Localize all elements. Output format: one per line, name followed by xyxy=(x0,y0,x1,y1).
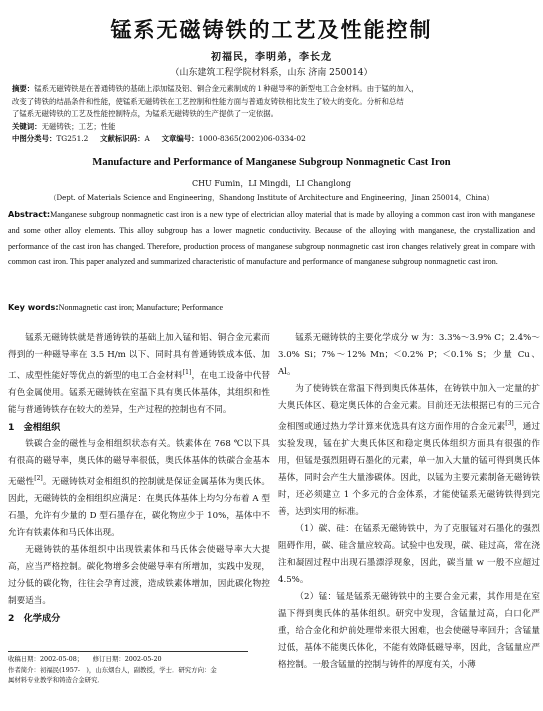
title-chinese: 锰系无磁铸铁的工艺及性能控制 xyxy=(110,18,433,42)
abstract-cn-line-3: 了锰系无磁铸铁的工艺及性能控制特点，为锰系无磁铸铁的生产提供了一定依据。 xyxy=(12,109,279,118)
section-heading-1: 1 金相组织 xyxy=(8,421,61,433)
keywords-english xyxy=(8,302,535,312)
classification-row xyxy=(12,133,532,146)
abstract-cn-line-2: 改变了铸铁的结晶条件和性能，使锰系无磁铸铁在工艺控制和性能方面与普通友铸铁相比发生了较大的变化。分析和总结 xyxy=(12,96,404,106)
text-run: ，在电工设备中代替有色金属使用。锰系无磁铸铁在室温下具有奥氏体基体，其组织和性能与普通铸铁存在较大的差异，生产过程的控制也有不同。 xyxy=(8,370,270,415)
affiliation-chinese: （山东建筑工程学院材料系，山东 济南 250014） xyxy=(170,68,373,78)
citation-ref: [1] xyxy=(182,369,192,376)
paragraph: （2）锰：锰是锰系无磁铸铁中的主要合金元素，其作用是在室温下得到奥氏体的基体组织。研究中发现，含锰量过高，白口化严重，给合金化和炉前处理带来很大困难，也会使磁导率回升；含锰量过低，基体不能奥氏体化，不能有效降低磁导率，因此，含锰量应严格控制。一般含锰量的控制与铸件的厚度有关，小薄 xyxy=(278,591,540,670)
footnote-dates: 收稿日期：2002-05-08； 修订日期：2002-05-20 xyxy=(8,655,162,663)
body-column-right xyxy=(278,330,540,674)
body-column-left xyxy=(8,330,270,627)
footnote xyxy=(8,654,270,686)
affiliation-english: （Dept. of Materials Science and Engineering，Shandong Institute of Architecture and Engineering，Jinan 250014，China） xyxy=(49,194,494,202)
doc-code-label: 文献标识码： xyxy=(100,134,145,143)
doc-code-value: A xyxy=(144,134,150,143)
paragraph xyxy=(8,330,270,419)
text-run: 铁碳合金的磁性与金相组织状态有关。铁素体在 768 ℃以下具有很高的磁导率，奥氏体的磁导率很低，奥氏体基体的铁碳合金基本无磁性 xyxy=(8,438,270,487)
keywords-cn-value: 无磁铸铁；工艺；性能 xyxy=(41,121,116,131)
keywords-en-label: Key words: xyxy=(8,302,59,312)
article-number-label: 文章编号： xyxy=(161,134,199,143)
abstract-cn-line-1 xyxy=(12,83,532,96)
paragraph xyxy=(278,381,540,521)
title-english: Manufacture and Performance of Manganese Subgroup Nonmagnetic Cast Iron xyxy=(92,157,451,168)
abstract-english xyxy=(8,207,535,270)
class-label: 中图分类号： xyxy=(12,134,57,143)
article-number-value: 1000-8365(2002)06-0334-02 xyxy=(198,134,306,143)
section-heading-2: 2 化学成分 xyxy=(8,612,61,624)
text-run: 。无磁铸铁对金相组织的控制就是保证金属基体为奥氏体。因此，无磁铸铁的金相组织应满足：在奥氏体基体上均匀分布着 A 型石墨，允许有少量的 D 型石墨存在，碳化物应少于 10%，基体中不允许有铁素体和马氏体出现。 xyxy=(8,476,270,538)
footnote-author: 作者简介：初福民(1957- )，山东烟台人，副教授，学士．研究方向：金 xyxy=(8,665,217,674)
paragraph: 无磁铸铁的基体组织中出现铁素体和马氏体会使磁导率大大提高，应当严格控制。碳化物增多会使磁导率有所增加，实践中发现，过分低的碳化物，往往会孕育过渡，造成铁素体增加，因此碳化物控制要适当。 xyxy=(8,544,270,606)
abstract-en-label: Abstract: xyxy=(8,209,51,219)
paragraph: 锰系无磁铸铁的主要化学成分 w 为：3.3%～3.9% C；2.4%～3.0% Si；7%～12% Mn；＜0.2% P；＜0.1% S；少量 Cu、Al。 xyxy=(278,333,540,377)
class-value: TG251.2 xyxy=(56,134,89,143)
text-run: 锰系无磁铸铁就是普通铸铁的基础上加入锰和铝、铜合金元素而得到的一种磁导率在 3.5 H/m 以下、同时具有普通铸铁成本低、加工、成型性能好等优点的新型的电工合金材料 xyxy=(8,333,270,381)
abstract-chinese xyxy=(12,83,532,146)
keywords-cn xyxy=(12,121,532,134)
abstract-cn-label: 摘要： xyxy=(12,84,35,93)
footnote-divider xyxy=(8,651,248,652)
authors-chinese: 初福民，李明弟，李长龙 xyxy=(211,52,332,63)
text-run: 为了使铸铁在常温下得到奥氏体基体，在铸铁中加入一定量的扩大奥氏体区、稳定奥氏体的合金元素。目前还无法根据已有的三元合金相图或通过热力学计算来优选具有这方面作用的合金元素 xyxy=(278,384,540,432)
keywords-en-value: Nonmagnetic cast iron; Manufacture; Performance xyxy=(58,303,224,312)
citation-ref: [2] xyxy=(34,474,43,482)
text-run: ，通过实验发现，锰在扩大奥氏体区和稳定奥氏体组织方面具有很强的作用，但锰是强烈阻碍石墨化的元素，单一加入大量的锰可得到奥氏体基体，同时会产生大量渗碳体。因此，以锰为主要元素制备无磁铸铁时，还必须建立 1 个多元的合金体系，才能使锰系无磁铸铁得到完善，达到实用的标准。 xyxy=(278,421,540,517)
abstract-en-text: Manganese subgroup nonmagnetic cast iron is a new type of electrician alloy material that is made by alloying a common cast iron with manganese and some other alloy elements. This alloy subgroup has a lower magnetic conductivity. Because of the alloying with manganese, the crystallization and performance of the cast iron has changed. Therefore, production process of manganese subgroup nonmagnetic cast iron changes relatively great in compare with common cast iron. This paper analyzed and summarized characteristic of manufacture and performance of manganese subgroup nonmagnetic cast iron. xyxy=(8,210,535,267)
paragraph xyxy=(8,436,270,542)
footnote-author-cont: 属材料专业教学和铸造合金研究． xyxy=(8,676,104,684)
abstract-cn-text-1: 锰系无磁铸铁是在普通铸铁的基础上添加锰及铝、铜合金元素制成的１种磁导率的新型电工合金材料。由于锰的加入， xyxy=(34,84,419,93)
citation-ref: [3] xyxy=(505,420,514,427)
authors-english: CHU Fumin，LI Mingdi，LI Changlong xyxy=(191,179,352,188)
keywords-cn-label: 关键词： xyxy=(12,121,42,131)
paragraph: （1）碳、硅：在锰系无磁铸铁中，为了克服锰对石墨化的强烈阻碍作用，碳、硅含量应较高。试验中也发现，碳、硅过高，常在浇注和凝固过程中出现石墨漂浮现象，因此，碳当量 w 一般不应超过 4.5%。 xyxy=(278,523,540,585)
